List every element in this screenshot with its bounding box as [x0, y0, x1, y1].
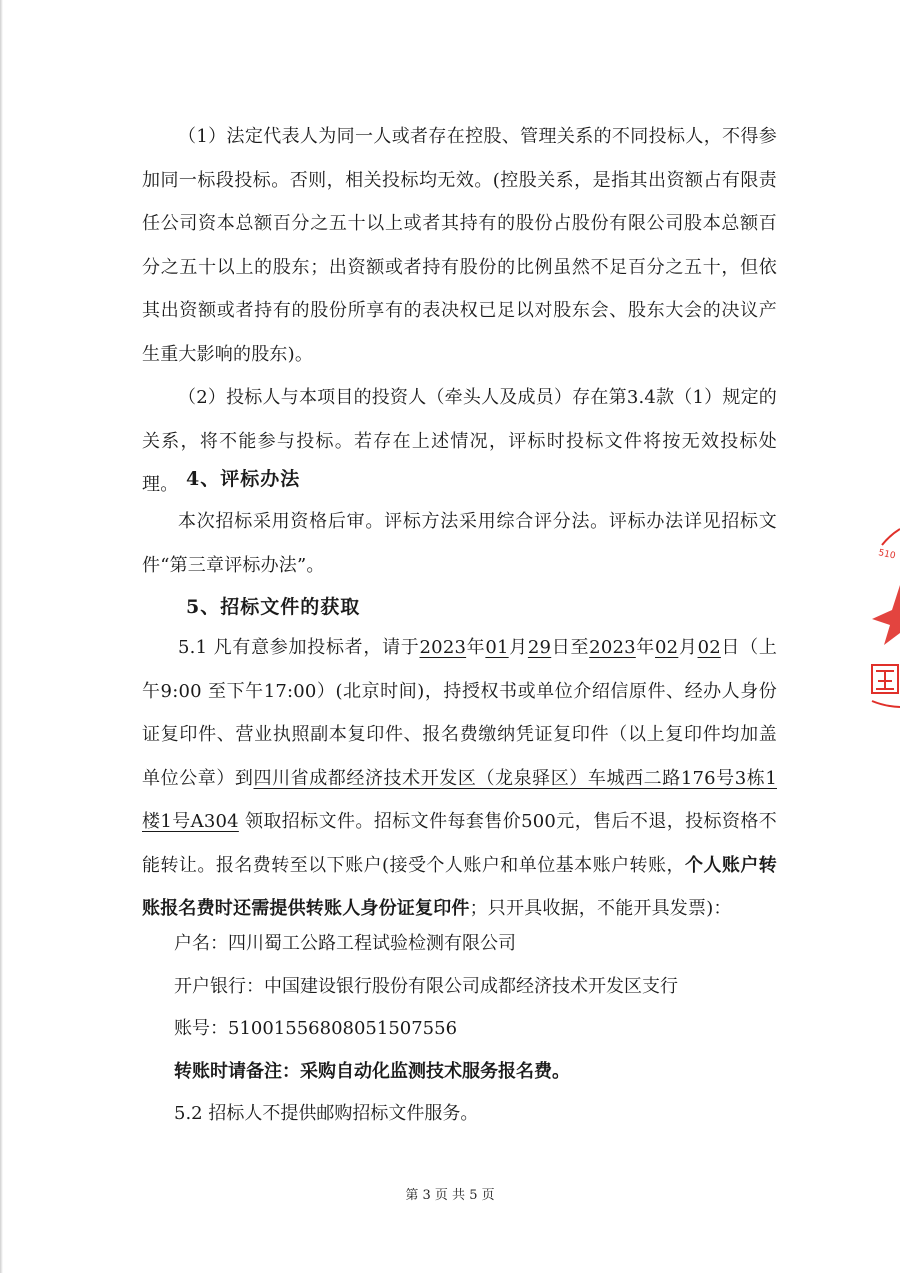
start-day: 29	[527, 637, 552, 658]
pickup-address: 四川省成都经济技术开发区（龙泉驿区）车城西二路176号3栋1楼1号A304	[142, 767, 777, 832]
official-seal-stamp	[870, 515, 900, 715]
account-name: 户名：四川蜀工公路工程试验检测有限公司	[174, 933, 516, 954]
section3-item1: （1）法定代表人为同一人或者存在控股、管理关系的不同投标人，不得参加同一标段投标。否则，相关投标均无效。(控股关系，是指其出资额占有限责任公司资本总额百分之五十以上或者其持有的股份占股份有限公司股本总额百分之五十以上的股东；出资额或者持有股份的比例虽然不足百分之五十，但依其出资额或者持有的股份所享有的表决权已足以对股东会、股东大会的决议产生重大影响的股东)。	[142, 126, 777, 365]
start-year: 2023	[419, 637, 467, 658]
end-month: 02	[655, 637, 679, 658]
page-edge-shadow	[0, 0, 3, 1273]
page-footer: 第 3 页 共 5 页	[405, 1188, 495, 1203]
bank-name: 开户银行：中国建设银行股份有限公司成都经济技术开发区支行	[174, 976, 678, 997]
section5-heading: 5、招标文件的获取	[186, 596, 361, 618]
section3-item2: （2）投标人与本项目的投资人（牵头人及成员）存在第3.4款（1）规定的关系，将不能参与投标。若存在上述情况，评标时投标文件将按无效投标处理。	[142, 387, 777, 495]
section4-body: 本次招标采用资格后审。评标方法采用综合评分法。评标办法详见招标文件“第三章评标办法”。	[142, 511, 777, 576]
end-year: 2023	[589, 637, 636, 658]
start-month: 01	[485, 637, 509, 658]
section5-2: 5.2 招标人不提供邮购招标文件服务。	[174, 1103, 479, 1124]
account-number: 账号：51001556808051507556	[174, 1018, 458, 1039]
section4-heading: 4、评标办法	[186, 468, 301, 490]
end-day: 02	[697, 637, 721, 658]
section5-1-paragraph: 5.1 凡有意参加投标者，请于2023年01月29日至2023年02月02日（上午9:00 至下午17:00）(北京时间)，持授权书或单位介绍信原件、经办人身份证复印件、营业执照副本复印件、报名费缴纳凭证复印件（以上复印件均加盖单位公章）到四川省成都经济技术开发区（龙泉驿区）车城西二路176号3栋1楼1号A304 领取招标文件。招标文件每套售价500元，售后不退，投标资格不能转让。报名费转至以下账户(接受个人账户和单位基本账户转账，个人账户转账报名费时还需提供转账人身份证复印件；只开具收据，不能开具发票)：	[142, 637, 778, 919]
transfer-remark: 转账时请备注：采购自动化监测技术服务报名费。	[174, 1061, 570, 1082]
personal-account-note: 个人账户转账报名费时还需提供转账人身份证复印件	[142, 854, 777, 919]
svg-text:510: 510	[877, 548, 897, 562]
